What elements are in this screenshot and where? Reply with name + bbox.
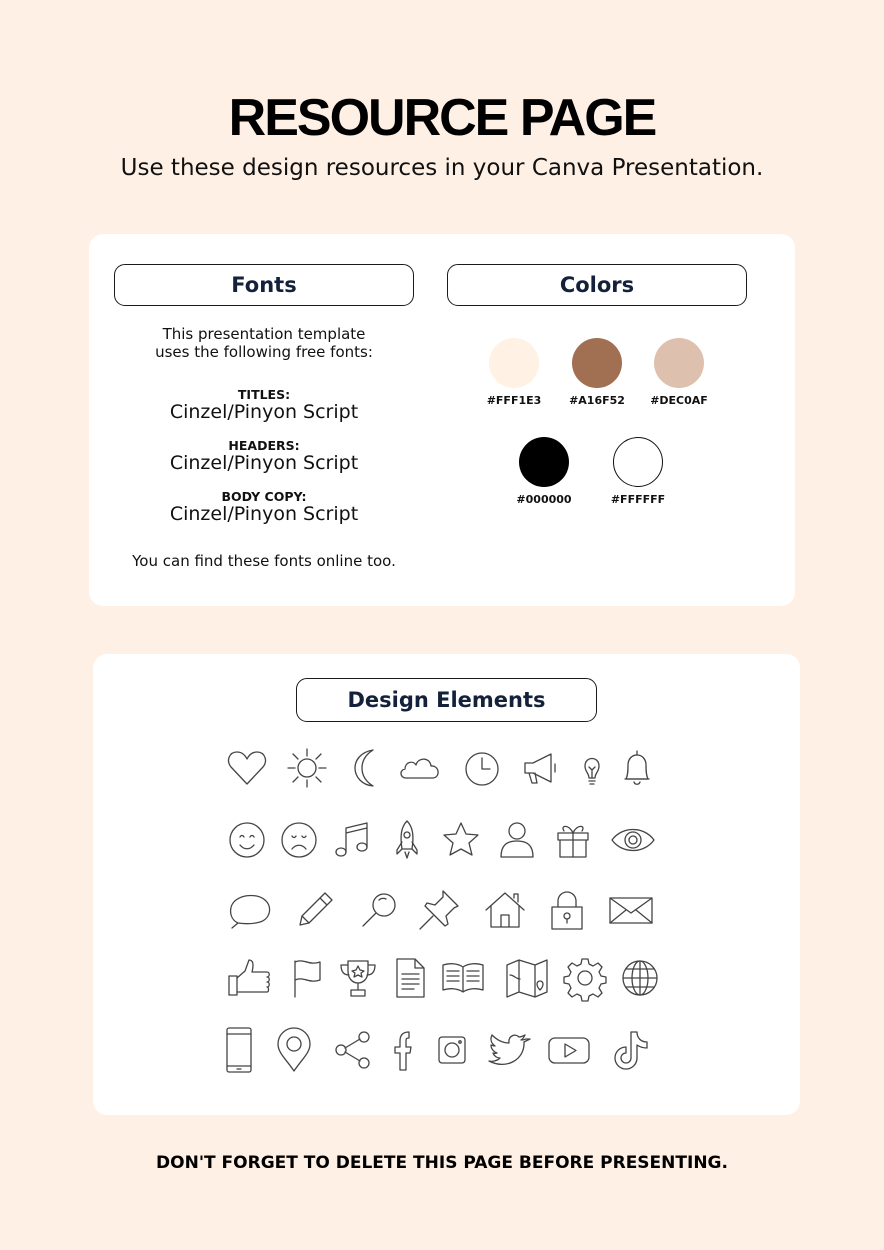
font-item-label: HEADERS:: [228, 438, 300, 453]
bell-icon: [613, 744, 661, 792]
sad-face-icon: [275, 816, 323, 864]
color-swatch: [499, 437, 589, 506]
magnifier-icon: [355, 886, 403, 934]
swatch-circle: [489, 338, 539, 388]
color-swatch: [552, 338, 642, 407]
color-swatch: [593, 437, 683, 506]
fonts-outro: You can find these fonts online too.: [132, 552, 396, 570]
document-icon: [386, 954, 434, 1002]
font-item-value: Cinzel/Pinyon Script: [169, 401, 359, 423]
fonts-intro: [114, 325, 414, 361]
design-elements-card: [93, 654, 800, 1115]
color-swatch: [469, 338, 559, 407]
flag-icon: [285, 954, 333, 1002]
clock-icon: [458, 744, 506, 792]
fonts-intro-line-2: uses the following free fonts:: [155, 343, 373, 361]
globe-icon: [616, 954, 664, 1002]
page-subtitle: Use these design resources in your Canva Presentation.: [120, 155, 764, 181]
pencil-icon: [291, 886, 339, 934]
tiktok-icon: [605, 1026, 653, 1074]
font-item-value: Cinzel/Pinyon Script: [169, 452, 359, 474]
font-item-value: Cinzel/Pinyon Script: [169, 503, 359, 525]
star-icon: [437, 816, 485, 864]
smartphone-icon: [215, 1026, 263, 1074]
house-icon: [481, 886, 529, 934]
page-title: RESOURCE PAGE: [228, 89, 656, 147]
open-book-icon: [439, 954, 487, 1002]
user-icon: [493, 816, 541, 864]
font-item-titles: [114, 388, 414, 423]
font-item-headers: [114, 439, 414, 474]
cloud-icon: [396, 744, 444, 792]
design-elements-heading: Design Elements: [296, 678, 597, 722]
megaphone-icon: [517, 744, 565, 792]
fonts-heading: Fonts: [114, 264, 414, 306]
swatch-hex: #FFFFFF: [610, 493, 666, 506]
delete-page-reminder: DON'T FORGET TO DELETE THIS PAGE BEFORE PRESENTING.: [156, 1153, 728, 1173]
font-item-body-copy: [114, 490, 414, 525]
padlock-icon: [543, 886, 591, 934]
share-icon: [329, 1026, 377, 1074]
thumbs-up-icon: [226, 954, 274, 1002]
fonts-intro-line-1: This presentation template: [162, 325, 366, 343]
youtube-icon: [545, 1026, 593, 1074]
swatch-circle: [572, 338, 622, 388]
trophy-icon: [334, 954, 382, 1002]
swatch-hex: #DEC0AF: [650, 394, 708, 407]
heart-icon: [223, 744, 271, 792]
lightbulb-icon: [568, 744, 616, 792]
location-pin-icon: [270, 1026, 318, 1074]
facebook-icon: [379, 1026, 427, 1074]
swatch-hex: #000000: [516, 493, 572, 506]
sun-icon: [283, 744, 331, 792]
font-item-label: BODY COPY:: [221, 489, 307, 504]
colors-heading: Colors: [447, 264, 747, 306]
pushpin-icon: [415, 886, 463, 934]
eye-icon: [609, 816, 657, 864]
font-item-label: TITLES:: [237, 387, 291, 402]
instagram-icon: [428, 1026, 476, 1074]
moon-icon: [343, 744, 391, 792]
swatch-circle: [654, 338, 704, 388]
twitter-icon: [483, 1026, 531, 1074]
music-note-icon: [329, 816, 377, 864]
swatch-circle: [613, 437, 663, 487]
map-icon: [503, 954, 551, 1002]
gear-icon: [561, 954, 609, 1002]
color-swatch: [634, 338, 724, 407]
swatch-circle: [519, 437, 569, 487]
gift-icon: [549, 816, 597, 864]
smiley-icon: [223, 816, 271, 864]
swatch-hex: #A16F52: [569, 394, 625, 407]
fonts-colors-card: [89, 234, 795, 606]
rocket-icon: [383, 816, 431, 864]
swatch-hex: #FFF1E3: [486, 394, 542, 407]
speech-bubble-icon: [226, 886, 274, 934]
envelope-icon: [607, 886, 655, 934]
